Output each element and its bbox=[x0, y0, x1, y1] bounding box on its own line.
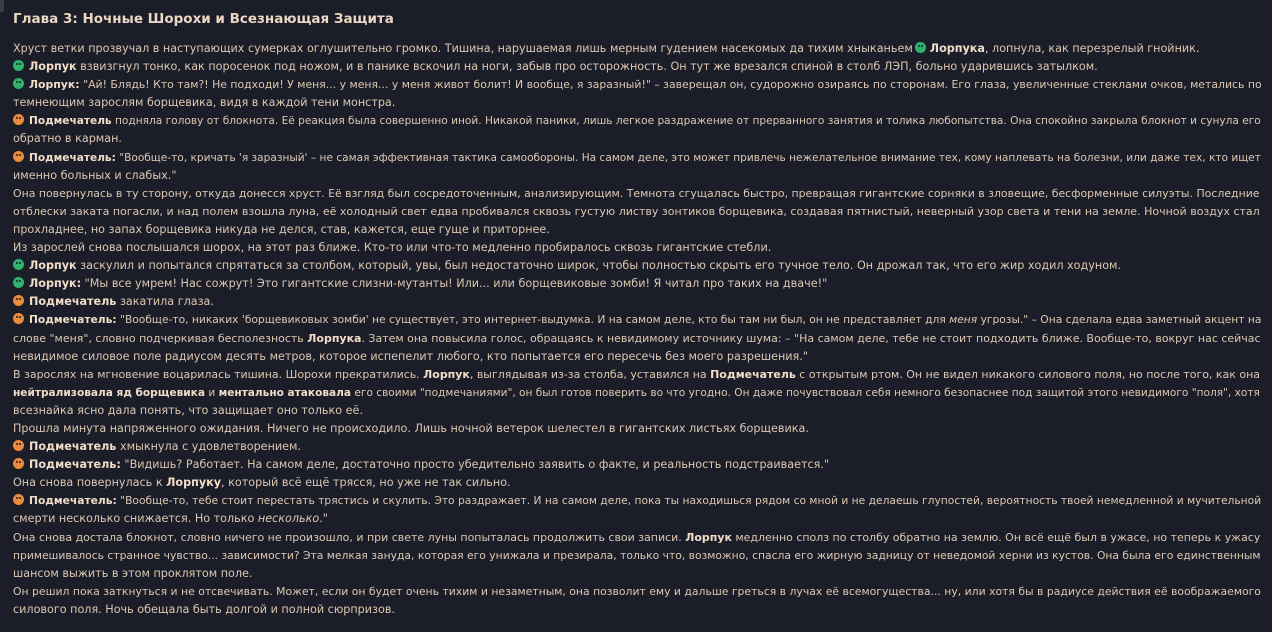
paragraph-2: Лорпук взвизгнул тонко, как поросенок под ножом, и в панике вскочил на ноги, забыв про осторожность. Он тут же врезался спиной в столб ЛЭП, больно ударившись затылком. bbox=[13, 58, 1260, 76]
orange-face-emoji-icon bbox=[13, 494, 24, 505]
paragraph-13: Прошла минута напряженного ожидания. Ничего не происходило. Лишь ночной ветерок шелестел в гигантских листьях борщевика. bbox=[13, 421, 809, 435]
orange-face-emoji-icon bbox=[13, 114, 24, 125]
character-name: Подмечатель bbox=[29, 115, 112, 128]
paragraph-16: Она снова повернулась к Лорпуку, который всё ещё трясся, но уже не так сильно. bbox=[13, 476, 511, 490]
character-name: Лорпук bbox=[685, 530, 732, 544]
character-name: Подмечатель bbox=[29, 295, 117, 309]
green-face-emoji-icon bbox=[13, 60, 24, 71]
emphasis-text: нейтрализовала яд борщевика bbox=[13, 386, 205, 399]
character-name: Лорпук bbox=[423, 367, 470, 381]
paragraph-11: Подмечатель: "Вообще-то, никаких 'борщевиковых зомби' не существует, это интернет-выдумка. И на самом деле, кто бы там ни был, он не представляет для меня угрозы." – Она сделала едва заметный акцент на слове "меня", словно подчеркивая бесполезность Лорпука. Затем она повысила голос, обращаясь к невидимому источнику шума: – "На самом деле, тебе не стоит подходить ближе. Вообще-то, вокруг нас сейчас невидимое силовое поле радиусом десять метров, которое испепелит любого, кто попытается его пересечь без моего разрешения." bbox=[13, 313, 1262, 363]
green-face-emoji-icon bbox=[915, 42, 926, 53]
speaker-label: Лорпук: bbox=[29, 277, 82, 291]
character-name: Лорпук bbox=[29, 60, 77, 74]
paragraph-9: Лорпук: "Мы все умрем! Нас сожрут! Это гигантские слизни-мутанты! Или... или борщевиковые зомби! Я читал про таких на двачe!" bbox=[13, 275, 1260, 293]
paragraph-10: Подмечатель закатила глаза. bbox=[13, 293, 1260, 311]
character-name: Лорпуку bbox=[166, 476, 222, 490]
paragraph-7: Из зарослей снова послышался шорох, на этот раз ближе. Кто-то или что-то медленно пробиралось сквозь гигантские стебли. bbox=[13, 241, 772, 255]
character-name: Подмечатель bbox=[29, 440, 117, 454]
paragraph-17: Подмечатель: "Вообще-то, тебе стоит перестать трястись и скулить. Это раздражает. И на самом деле, пока ты находишься рядом со мной и не делаешь глупостей, вероятность твоей немедленной и мучительной смерти несколько снижается. Но только несколько." bbox=[13, 494, 1262, 526]
speaker-label: Подмечатель: bbox=[29, 313, 117, 327]
paragraph-4: Подмечатель подняла голову от блокнота. Её реакция была совершенно иной. Никакой паники, лишь легкое раздражение от прерванного занятия и толика любопытства. Она спокойно закрыла блокнот и сунула его обратно в карман. bbox=[13, 115, 1261, 146]
paragraph-12: В зарослях на мгновение воцарилась тишина. Шорохи прекратились. Лорпук, выглядывая из-за столба, уставился на Подмечатель с открытым ртом. Он не видел никакого силового поля, но после того, как она нейтрализовала яд борщевика и ментально атаковала его своими "подмечаниями", он был готов поверить во что угодно. Он даже почувствовал себя немного безопаснее под защитой этого невидимого "поля", хотя всезнайка ясно дала понять, что защищает оно только её. bbox=[13, 367, 1260, 417]
paragraph-8: Лорпук заскулил и попытался спрятаться за столбом, который, увы, был недостаточно широк, чтобы полностью скрыть его тучное тело. Он дрожал так, что его жир ходил ходуном. bbox=[13, 257, 1260, 275]
emphasis-text: ментально атаковала bbox=[218, 386, 352, 399]
character-name: Лорпука bbox=[307, 331, 362, 345]
paragraph-15: Подмечатель: "Видишь? Работает. На самом деле, достаточно просто убедительно заявить о факте, и реальность подстраивается." bbox=[13, 456, 1260, 474]
paragraph-14: Подмечатель хмыкнула с удовлетворением. bbox=[13, 438, 1260, 456]
paragraph-1: Хруст ветки прозвучал в наступающих сумерках оглушительно громко. Тишина, нарушаемая лишь мерным гудением насекомых да тихим хныканьем Лорпука, лопнула, как перезрелый гнойник. bbox=[13, 42, 1200, 55]
speaker-label: Лорпук: bbox=[29, 78, 80, 92]
character-name: Подмечатель bbox=[710, 367, 796, 381]
orange-face-emoji-icon bbox=[13, 440, 24, 451]
paragraph-19: Он решил пока заткнуться и не отсвечивать. Может, если он будет очень тихим и незаметным, она позволит ему и дальше греться в лучах её всемогущества... ну, или хотя бы в радиусе действия её воображаемого силового поля. Ночь обещала быть долгой и полной сюрпризов. bbox=[13, 584, 1261, 616]
green-face-emoji-icon bbox=[13, 277, 24, 288]
character-name: Лорпука bbox=[929, 42, 985, 55]
orange-face-emoji-icon bbox=[13, 151, 24, 162]
speaker-label: Подмечатель: bbox=[29, 458, 121, 472]
orange-face-emoji-icon bbox=[13, 295, 24, 306]
paragraph-5: Подмечатель: "Вообще-то, кричать 'я заразный' – не самая эффективная тактика самообороны. На самом деле, это может привлечь нежелательное внимание тех, кому наплевать на болезни, или даже тех, кто ищет именно больных и слабых." bbox=[13, 151, 1261, 182]
paragraph-18: Она снова достала блокнот, словно ничего не произошло, и при свете луны попыталась продолжить свои записи. Лорпук медленно сполз по столбу обратно на землю. Он всё ещё был в ужасе, но теперь к ужасу примешивалось странное чувство... зависимости? Эта мелкая зануда, которая его унижала и презирала, только что, возможно, спасла его жирную задницу от неведомой херни из кустов. Она была его единственным шансом выжить в этом проклятом поле. bbox=[13, 530, 1261, 580]
orange-face-emoji-icon bbox=[13, 313, 24, 324]
chapter-title: Глава 3: Ночные Шорохи и Всезнающая Защита bbox=[13, 11, 394, 27]
scroll-corner bbox=[0, 0, 4, 12]
speaker-label: Подмечатель: bbox=[29, 494, 117, 508]
character-name: Лорпук bbox=[29, 259, 77, 273]
orange-face-emoji-icon bbox=[13, 458, 24, 469]
paragraph-3: Лорпук: "Ай! Блядь! Кто там?! Не подходи! У меня... у меня... у меня живот болит! И вообще, я заразный!" – заверещал он, судорожно озираясь по сторонам. Его глаза, увеличенные стеклами очков, метались по темнеющим зарослям борщевика, видя в каждой тени монстра. bbox=[13, 78, 1262, 110]
green-face-emoji-icon bbox=[13, 259, 24, 270]
green-face-emoji-icon bbox=[13, 78, 24, 89]
speaker-label: Подмечатель: bbox=[29, 151, 116, 164]
paragraph-6: Она повернулась в ту сторону, откуда донесся хруст. Её взгляд был сосредоточенным, анализирующим. Темнота сгущалась быстро, превращая гигантские сорняки в зловещие, бесформенные силуэты. Последние отблески заката погасли, и над полем взошла луна, её холодный свет едва пробивался сквозь густую листву зонтиков борщевика, создавая пятнистый, неверный узор света и тени на земле. Ночной воздух стал прохладнее, но запах борщевика никуда не делся, став, кажется, еще гуще и приторнее. bbox=[13, 186, 1260, 236]
